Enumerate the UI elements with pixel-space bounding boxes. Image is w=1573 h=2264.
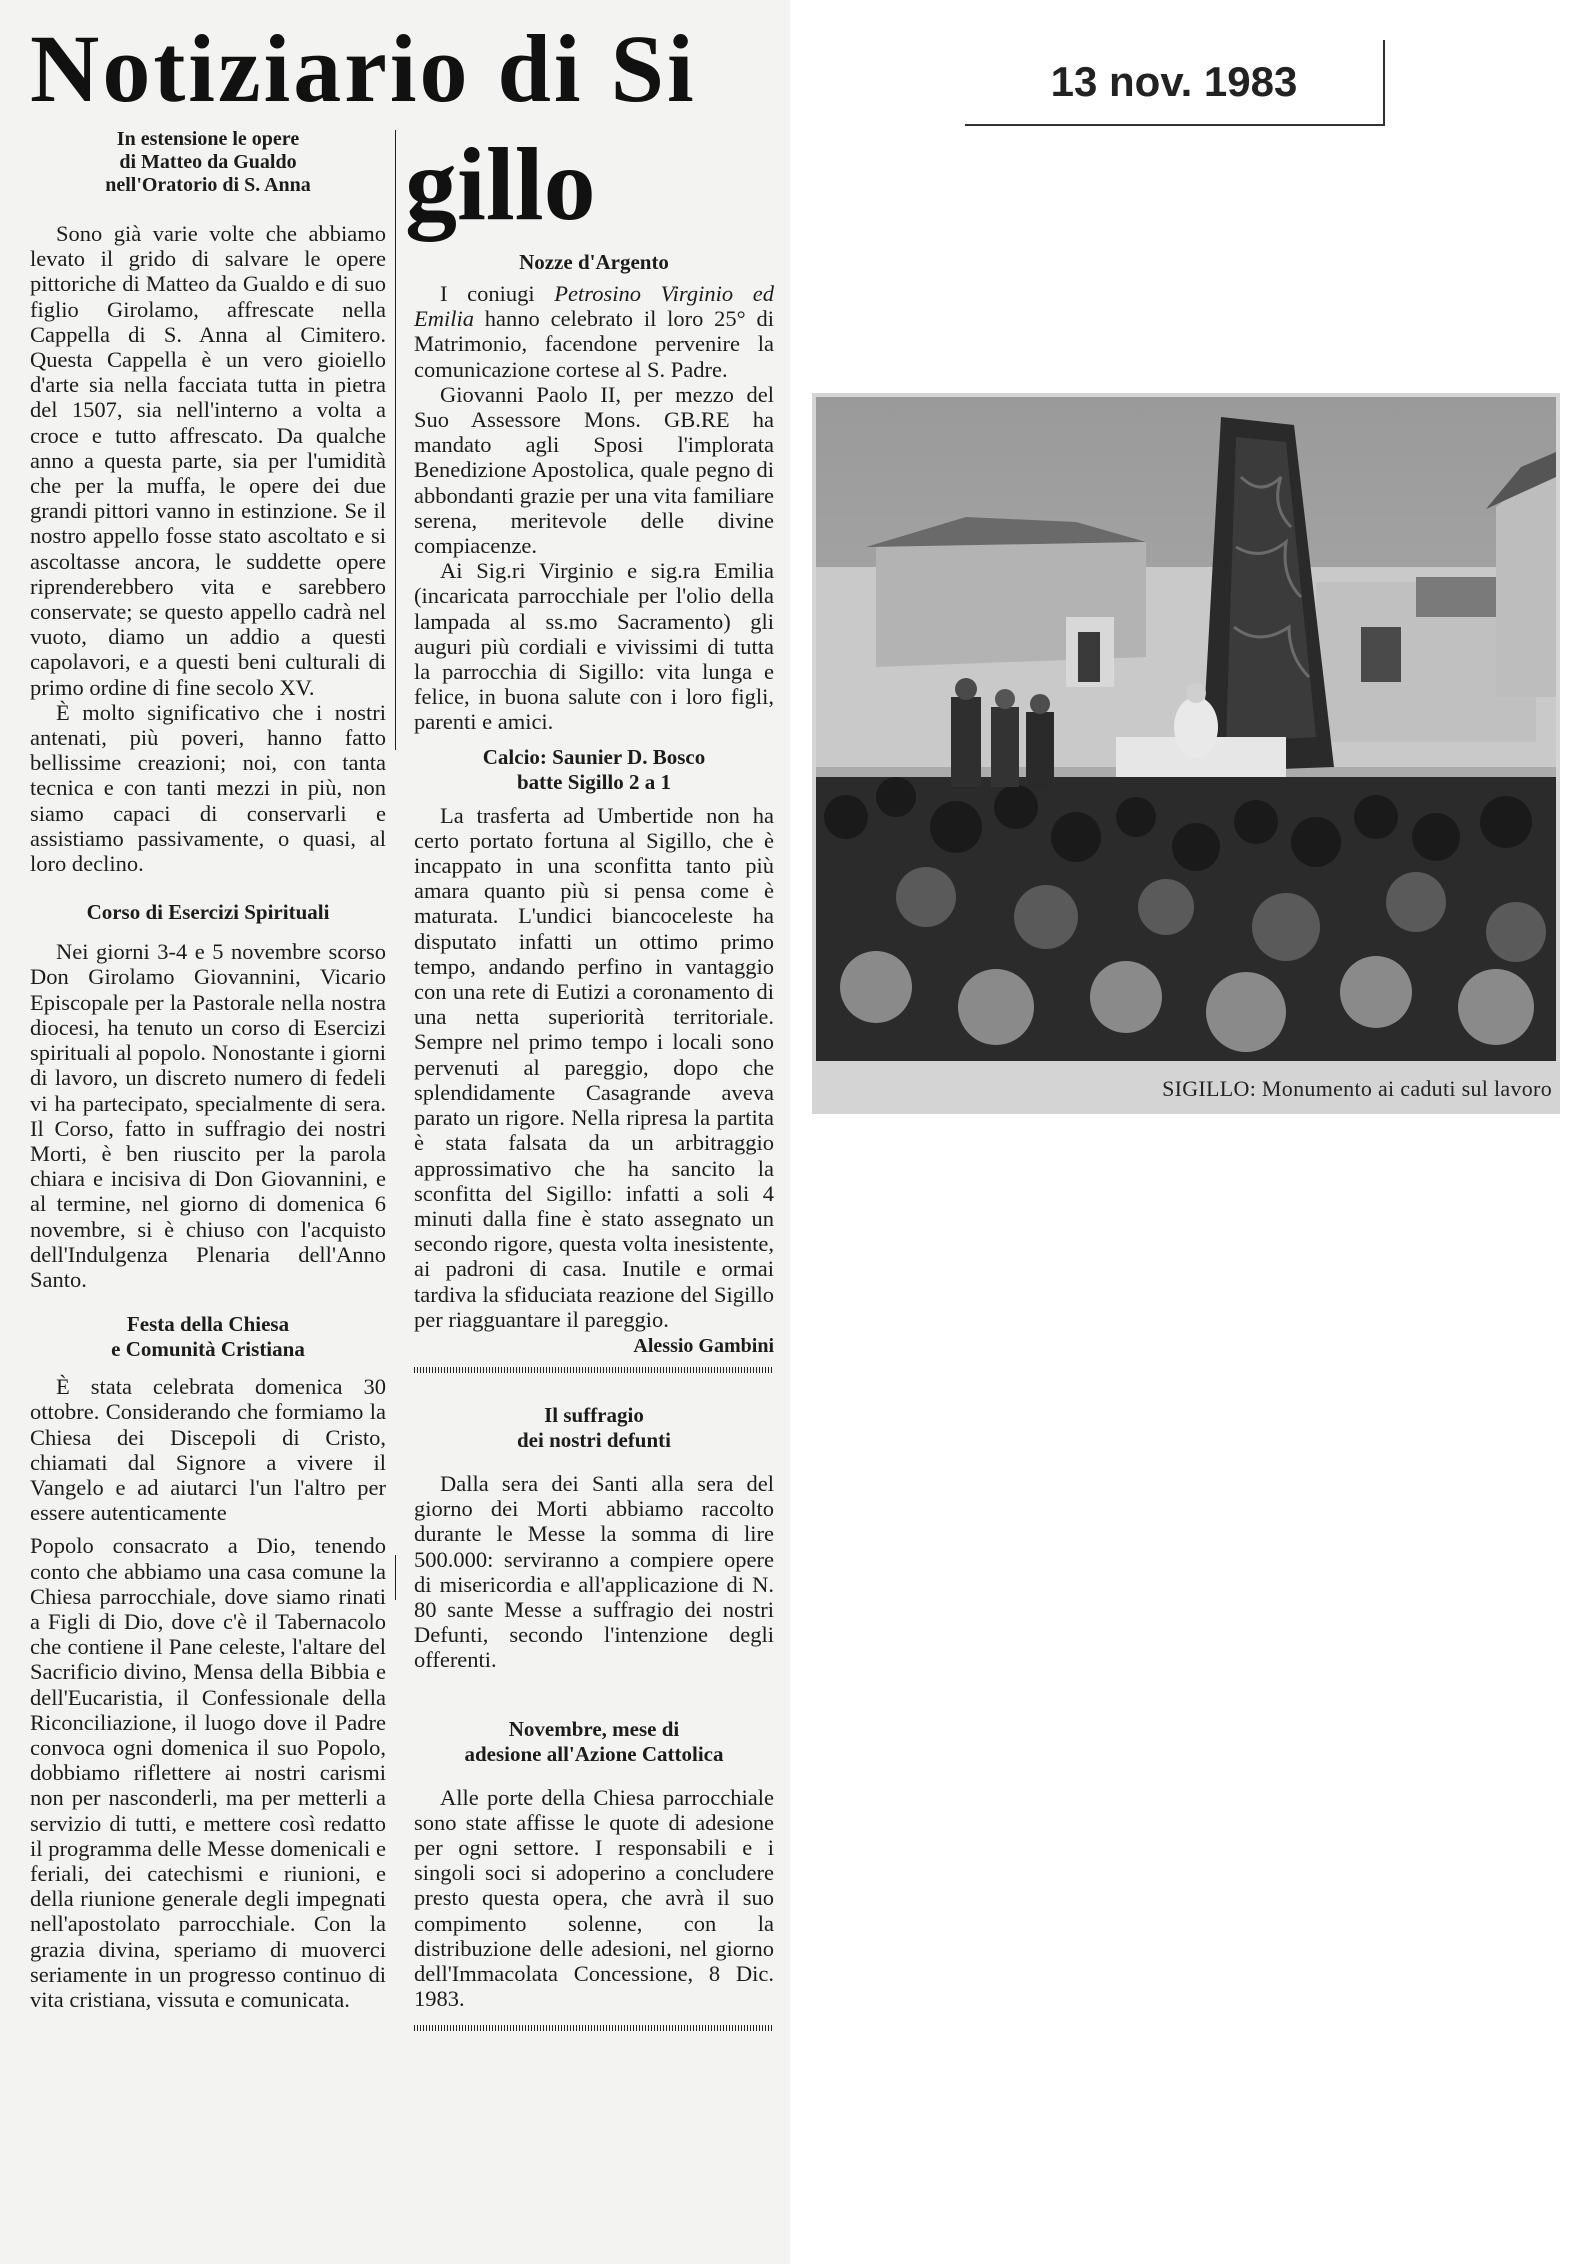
title-line: In estensione le opere <box>116 128 300 150</box>
date-stamp: 13 nov. 1983 <box>1050 58 1298 105</box>
photo-frame <box>812 393 1560 1114</box>
title-line: Novembre, mese di <box>508 1716 680 1741</box>
article-paragraph: Sono già varie volte che abbiamo levato il grido di salvare le opere pittoriche di Matteo da Gualdo e di suo figlio Girolamo, affrescate nella Cappella di S. Anna al Cimitero. Questa Cappella è un vero gioiello d'arte sia nella facciata tutta in pietra del 1507, sia nell'interno a volta a croce e tutto affrescato. Da qualche anno a questa parte, sia per l'umidità che per la muffa, le opere dei due grandi pittori vanno in estinzione. Se il nostro appello fosse stato ascoltato e si ascoltasse ancora, le suddette opere riprenderebbero vita e sarebbero conservate; se questo appello cadrà nel vuoto, diamo un addio a questi capolavori, e a questi beni culturali di primo ordine di fine secolo XV. <box>30 221 386 700</box>
article-paragraph: Popolo consacrato a Dio, tenendo conto che abbiamo una casa comune la Chiesa parrocchiale, dove siamo rinati a Figli di Dio, dove c'è il Tabernacolo che contiene il Pane celeste, l'altare del Sacrificio divino, Mensa della Bibbia e dell'Eucaristia, il Confessionale della Riconciliazione, il luogo dove il Padre convoca ogni domenica il suo Popolo, dobbiamo riflettere ai nostri carismi non per nasconderli, ma per metterli a servizio di tutti, e mettere così redatto il programma delle Messe domenicali e feriali, dei catechismi e riunioni, e della riunione generale degli impegnati nell'apostolato parrocchiale. Con la grazia divina, speriamo di muoverci seriamente in un progresso continuo di vita cristiana, vissuta e comunicata. <box>30 1533 386 2012</box>
title-line: di Matteo da Gualdo <box>119 151 297 173</box>
title-line: Festa della Chiesa <box>126 1312 290 1337</box>
separator-rule <box>414 2025 774 2031</box>
article-paragraph: È stata celebrata domenica 30 ottobre. Considerando che formiamo la Chiesa dei Discepoli di Cristo, chiamati dal Signore a vivere il Vangelo e ad aiutarci l'un l'altro per essere autenticamente <box>30 1374 386 1526</box>
column-divider <box>395 130 396 750</box>
monument-photo <box>816 397 1556 1061</box>
column-right <box>414 250 774 2031</box>
title-line: e Comunità Cristiana <box>111 1337 305 1362</box>
title-line: nell'Oratorio di S. Anna <box>105 174 311 196</box>
article-title-oratorio <box>30 128 386 197</box>
title-line: adesione all'Azione Cattolica <box>464 1741 724 1766</box>
article-paragraph: Nei giorni 3-4 e 5 novembre scorso Don Girolamo Giovannini, Vicario Episcopale per la Pastorale nella nostra diocesi, ha tenuto un corso di Esercizi spirituali al popolo. Nonostante i giorni di lavoro, un discreto numero di fedeli vi ha partecipato, specialmente di sera. Il Corso, fatto in suffragio dei nostri Morti, è ben riuscito per la parola chiara e incisiva di Don Giovannini, e al termine, nel giorno di domenica 6 novembre, si è chiuso con l'acquisto dell'Indulgenza Plenaria dell'Anno Santo. <box>30 939 386 1292</box>
article-title-nozze: Nozze d'Argento <box>519 250 669 274</box>
article-paragraph <box>414 281 774 382</box>
article-paragraph: La trasferta ad Umbertide non ha certo portato fortuna al Sigillo, che è incappato in una sconfitta tanto più amara quanto più si pensa come è maturata. L'undici biancoceleste ha disputato infatti un ottimo primo tempo, andando perfino in vantaggio con una rete di Eutizi a coronamento di una netta superiorità territoriale. Sempre nel primo tempo i locali sono pervenuti al pareggio, dopo che splendidamente Casagrande aveva parato un rigore. Nella ripresa la partita è stata falsata da un arbitraggio approssimativo che ha sancito la sconfitta del Sigillo: infatti a soli 4 minuti dalla fine è stato assegnato un secondo rigore, questa volta inesistente, ai padroni di casa. Inutile e ormai tardiva la sfiduciata reazione del Sigillo per riagguantare il pareggio. <box>414 802 774 1332</box>
article-title-suffragio <box>414 1403 774 1453</box>
couple-names: Petrosino Virginio ed Emilia <box>414 281 774 332</box>
column-left <box>30 128 386 2012</box>
article-title-festa <box>30 1312 386 1362</box>
title-line: dei nostri defunti <box>516 1427 671 1452</box>
article-title-calcio <box>414 745 774 795</box>
masthead-title: Notiziario di Si <box>30 15 697 122</box>
article-author: Alessio Gambini <box>633 1334 774 1357</box>
article-paragraph: Dalla sera dei Santi alla sera del giorno dei Morti abbiamo raccolto durante le Messe la somma di lire 500.000: serviranno a compiere opere di misericordia e all'applicazione di N. 80 sante Messe a suffragio dei nostri Defunti, secondo l'intenzione degli offerenti. <box>414 1470 774 1673</box>
monument-photo-image <box>816 397 1556 1061</box>
article-title-azione-cattolica <box>414 1717 774 1767</box>
text-run: I coniugi <box>440 281 555 306</box>
article-paragraph: È molto significativo che i nostri antenati, più poveri, hanno fatto bellissime creazioni; noi, con tanta tecnica e con tanti mezzi in più, non siamo capaci di conservarli e assistiamo passivamente, o quasi, al loro declino. <box>30 699 386 877</box>
article-paragraph: Alle porte della Chiesa parrocchiale sono state affisse le quote di adesione per ogni settore. I responsabili e i singoli soci si adoperino a concludere presto questa opera, che avrà il suo compimento solenne, con la distribuzione delle adesioni, nel giorno dell'Immacolata Concessione, 8 Dic. 1983. <box>414 1784 774 2012</box>
article-paragraph: Ai Sig.ri Virginio e sig.ra Emilia (incaricata parrocchiale per l'olio della lampada al ss.mo Sacramento) gli auguri più cordiali e vivissimi di tutta la parrocchia di Sigillo: vita lunga e felice, in buona salute con i loro figli, parenti e amici. <box>414 558 774 735</box>
title-line: Il suffragio <box>544 1402 644 1427</box>
column-divider-lower <box>395 1555 396 1600</box>
masthead-title-continuation: gillo <box>405 127 596 242</box>
title-line: Calcio: Saunier D. Bosco <box>482 744 706 769</box>
article-title-esercizi: Corso di Esercizi Spirituali <box>86 900 330 925</box>
title-line: batte Sigillo 2 a 1 <box>516 769 671 794</box>
date-stamp-box <box>965 40 1385 126</box>
text-run: hanno celebrato il loro 25° di Matrimonio, facendone pervenire la comunicazione cortese al S. Padre. <box>414 306 774 382</box>
photo-caption: SIGILLO: Monumento ai caduti sul lavoro <box>1162 1076 1552 1101</box>
article-paragraph: Giovanni Paolo II, per mezzo del Suo Assessore Mons. GB.RE ha mandato agli Sposi l'implorata Benedizione Apostolica, quale pegno di abbondanti grazie per una vita familiare serena, meritevole delle divine compiacenze. <box>414 381 774 559</box>
